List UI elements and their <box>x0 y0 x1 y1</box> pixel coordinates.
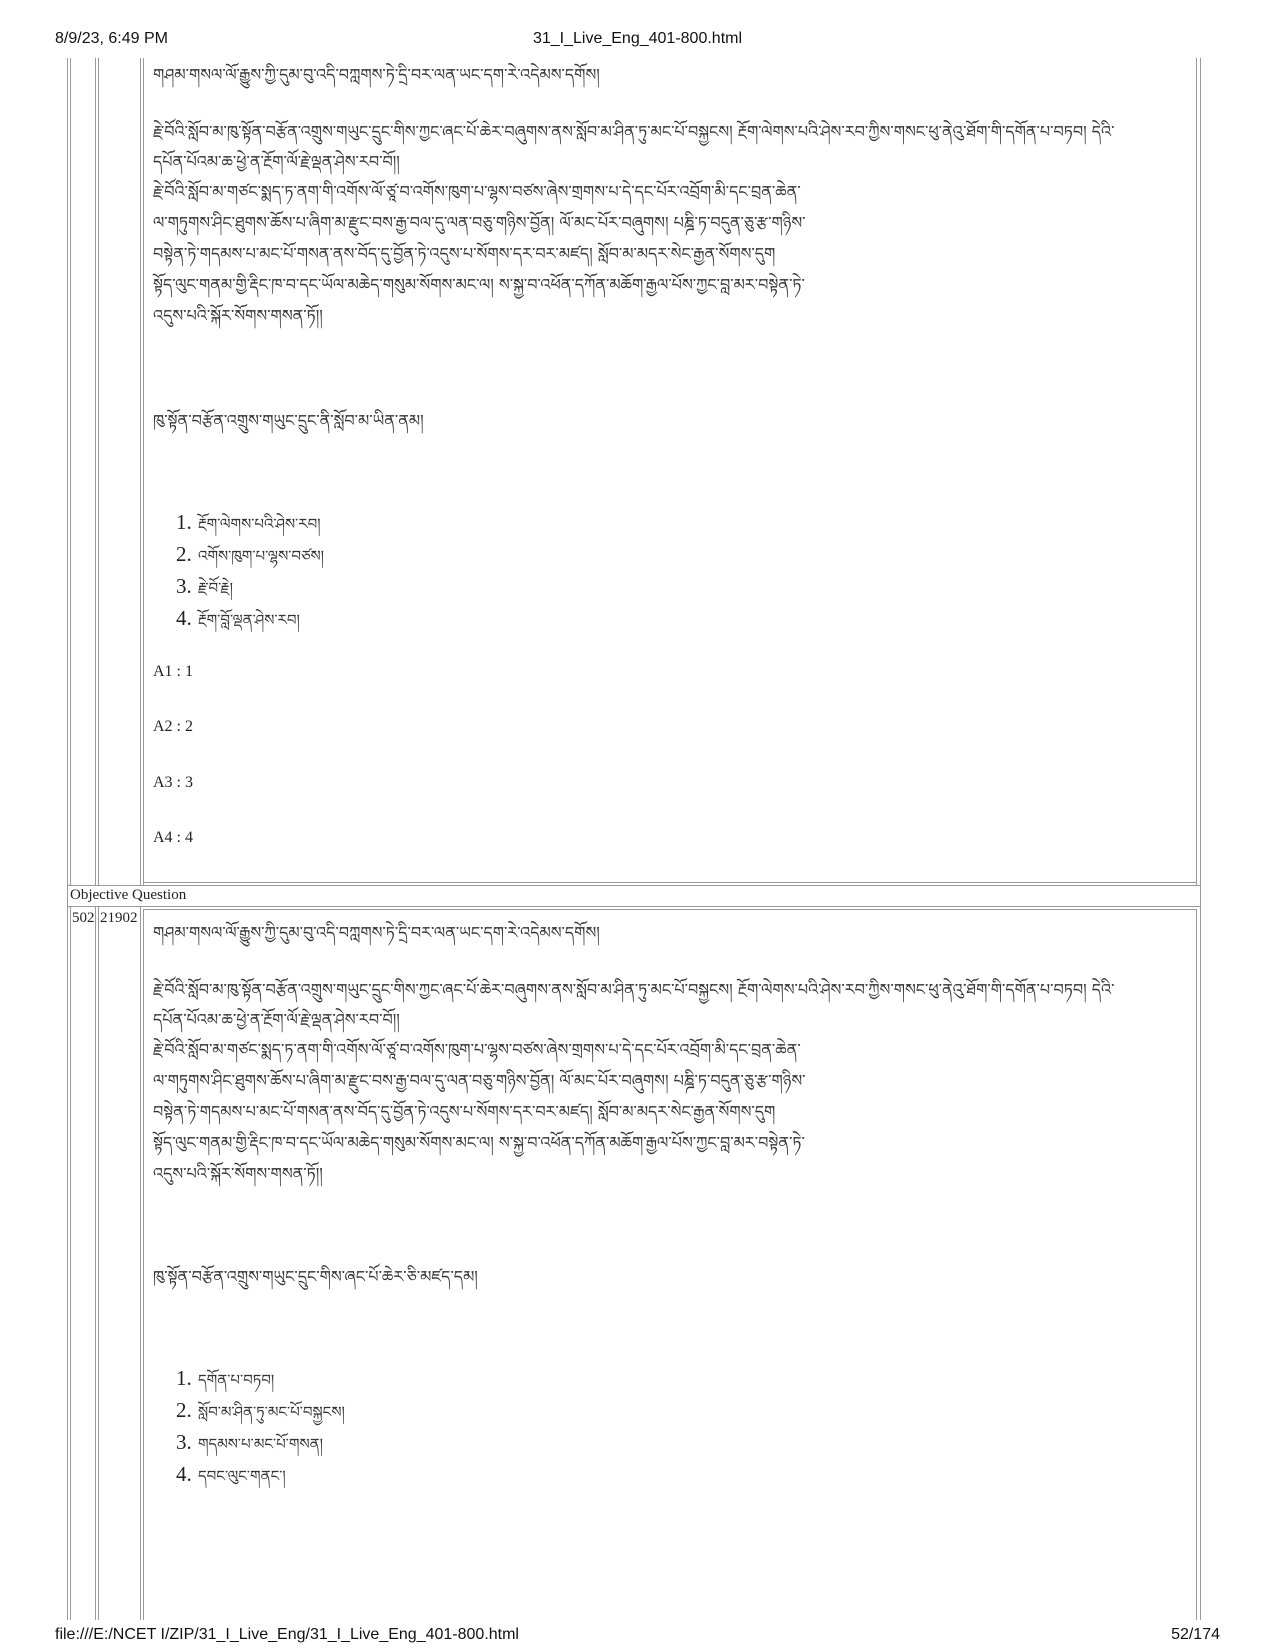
passage-line: འདུས་པའི་སྐོར་སོགས་གསན་ཏོ།། <box>153 1164 323 1183</box>
option-text: དགོན་པ་བཏབ། <box>198 1371 275 1389</box>
passage-line: རྗེ་བོའི་སློབ་མ་གཙང་སྨད་ཏ་ནག་གི་འགོས་ལོ་ཙཱ་བ་འགོས་ཁུག་པ་ལྷས་བཙས་ཞེས་གྲགས་པ་དེ་དང་པོར་འབྲོག་མི་དང་བྲན་ཆེན་ <box>153 182 801 201</box>
print-page-counter: 52/174 <box>1171 1626 1220 1643</box>
option-item <box>176 604 324 636</box>
option-number: 3. <box>176 574 192 598</box>
question-instruction: གཤམ་གསལ་ལོ་རྒྱུས་ཀྱི་དུམ་བུ་འདི་བཀླགས་ཏེ་དྲི་བར་ལན་ཡང་དག་རེ་འདེམས་དགོས། <box>153 923 600 942</box>
table-col-divider-4 <box>143 58 144 885</box>
table-row-top-line <box>143 909 1197 910</box>
passage-line: རྗེ་བོའི་སློབ་མ་ཁུ་སྟོན་བརྩོན་འགྲུས་གཡུང་དྲུང་གིས་ཀྱང་ཞང་པོ་ཆེར་བཞུགས་ནས་སློབ་མ་ཤིན་ཏུ་མང་པོ་བསྐྱངས། རྔོག་ལེགས་པའི་ཤེས་རབ་ཀྱིས་གསང་ཕུ་ནེའུ་ཐོག་གི་དགོན་པ་བཏབ། དེའི་ <box>153 980 1115 999</box>
passage-line: སྟོད་ལུང་གནམ་གྱི་རྡིང་ཁ་བ་དང་ཡོལ་མཆེད་གསུམ་སོགས་མང་ལ། ས་སྐྱ་བ་འཕོན་དཀོན་མཆོག་རྒྱལ་པོས་ཀྱང་བླ་མར་བསྟེན་ཏེ་ <box>153 275 805 294</box>
table-col-divider-2 <box>98 906 99 1620</box>
option-text: རྗེ་བོ་རྗེ། <box>198 579 233 597</box>
answer-key: A2 : 2 <box>153 718 193 735</box>
question-instruction: གཤམ་གསལ་ལོ་རྒྱུས་ཀྱི་དུམ་བུ་འདི་བཀླགས་ཏེ་དྲི་བར་ལན་ཡང་དག་རེ་འདེམས་དགོས། <box>153 65 600 84</box>
print-datetime: 8/9/23, 6:49 PM <box>55 30 168 47</box>
option-text: གདམས་པ་མང་པོ་གསན། <box>198 1435 323 1453</box>
option-item <box>176 508 324 540</box>
passage-line: བསྟེན་ཏེ་གདམས་པ་མང་པོ་གསན་ནས་བོད་དུ་བྱོན་ཏེ་འདུས་པ་སོགས་དར་བར་མཛད། སློབ་མ་མདར་སེང་རྒྱན་སོགས་དུག <box>153 1102 776 1121</box>
table-border-right-outer <box>1200 58 1201 1620</box>
option-item <box>176 1364 345 1396</box>
passage-line: དཔོན་པོའམ་ཆ་ཕྱེ་ན་རྔོག་ལོ་རྗེ་ལྡན་ཤེས་རབ་བོ།། <box>153 1010 400 1029</box>
option-text: འགོས་ཁུག་པ་ལྷས་བཙས། <box>198 547 324 565</box>
row-number: 502 <box>72 910 95 926</box>
print-header <box>55 30 1220 52</box>
section-label: Objective Question <box>70 887 187 903</box>
table-col-divider-3 <box>140 58 141 885</box>
question-text: ཁུ་སྟོན་བརྩོན་འགྲུས་གཡུང་དྲུང་གིས་ཞང་པོ་ཆེར་ཅི་མཛད་དམ། <box>153 1267 478 1286</box>
answer-key: A4 : 4 <box>153 829 193 846</box>
passage-line: སྟོད་ལུང་གནམ་གྱི་རྡིང་ཁ་བ་དང་ཡོལ་མཆེད་གསུམ་སོགས་མང་ལ། ས་སྐྱ་བ་འཕོན་དཀོན་མཆོག་རྒྱལ་པོས་ཀྱང་བླ་མར་བསྟེན་ཏེ་ <box>153 1133 805 1152</box>
question-id: 21902 <box>100 910 138 926</box>
answer-key: A1 : 1 <box>153 663 193 680</box>
option-number: 1. <box>176 1366 192 1390</box>
passage-line: བསྟེན་ཏེ་གདམས་པ་མང་པོ་གསན་ནས་བོད་དུ་བྱོན་ཏེ་འདུས་པ་སོགས་དར་བར་མཛད། སློབ་མ་མདར་སེང་རྒྱན་སོགས་དུག <box>153 244 776 263</box>
option-text: སློབ་མ་ཤིན་ཏུ་མང་པོ་བསྐྱངས། <box>198 1403 345 1421</box>
question-text: ཁུ་སྟོན་བརྩོན་འགྲུས་གཡུང་དྲུང་ནི་སློབ་མ་ཡིན་ནམ། <box>153 411 424 430</box>
print-file-path: file:///E:/NCET I/ZIP/31_I_Live_Eng/31_I_Live_Eng_401-800.html <box>55 1626 519 1643</box>
option-item <box>176 1428 345 1460</box>
passage-line: རྗེ་བོའི་སློབ་མ་ཁུ་སྟོན་བརྩོན་འགྲུས་གཡུང་དྲུང་གིས་ཀྱང་ཞང་པོ་ཆེར་བཞུགས་ནས་སློབ་མ་ཤིན་ཏུ་མང་པོ་བསྐྱངས། རྔོག་ལེགས་པའི་ཤེས་རབ་ཀྱིས་གསང་ཕུ་ནེའུ་ཐོག་གི་དགོན་པ་བཏབ། དེའི་ <box>153 122 1115 141</box>
table-col-divider-1 <box>95 906 96 1620</box>
passage-line: འདུས་པའི་སྐོར་སོགས་གསན་ཏོ།། <box>153 306 323 325</box>
option-number: 4. <box>176 606 192 630</box>
option-number: 2. <box>176 1398 192 1422</box>
table-row-bottom-line-outer <box>67 885 1201 886</box>
option-item <box>176 1396 345 1428</box>
answer-key: A3 : 3 <box>153 774 193 791</box>
table-border-left-outer <box>67 58 68 1620</box>
option-number: 1. <box>176 510 192 534</box>
table-col-divider-4 <box>143 909 144 1620</box>
option-number: 3. <box>176 1430 192 1454</box>
passage-line: རྗེ་བོའི་སློབ་མ་གཙང་སྨད་ཏ་ནག་གི་འགོས་ལོ་ཙཱ་བ་འགོས་ཁུག་པ་ལྷས་བཙས་ཞེས་གྲགས་པ་དེ་དང་པོར་འབྲོག་མི་དང་བྲན་ཆེན་ <box>153 1040 801 1059</box>
option-number: 4. <box>176 1462 192 1486</box>
table-border-right-inner <box>1196 58 1197 885</box>
passage-line: དཔོན་པོའམ་ཆ་ཕྱེ་ན་རྔོག་ལོ་རྗེ་ལྡན་ཤེས་རབ་བོ།། <box>153 152 400 171</box>
option-list <box>176 508 324 636</box>
table-border-left-inner <box>70 906 71 1620</box>
table-row-bottom-line <box>143 882 1197 883</box>
option-text: རྔོག་ལེགས་པའི་ཤེས་རབ། <box>198 515 321 533</box>
table-border-left-inner <box>70 58 71 885</box>
print-footer <box>55 1626 1220 1648</box>
passage-line: ལ་གཏུགས་ཤིང་ཐུགས་ཆོས་པ་ཞིག་མ་རྫུང་བས་རྒྱ་བལ་དུ་ལན་བཅུ་གཉིས་བྱོན། ལོ་མང་པོར་བཞུགས། པཎྜི་ཏ་བདུན་ཅུ་རྩ་གཉིས་ <box>153 1071 806 1090</box>
option-text: དབང་ལུང་གནང་། <box>198 1467 286 1485</box>
table-col-divider-2 <box>98 58 99 885</box>
table-border-right-inner <box>1196 909 1197 1620</box>
option-text: རྔོག་བློ་ལྡན་ཤེས་རབ། <box>198 611 300 629</box>
table-row-top-line-outer <box>67 906 1201 907</box>
passage-line: ལ་གཏུགས་ཤིང་ཐུགས་ཆོས་པ་ཞིག་མ་རྫུང་བས་རྒྱ་བལ་དུ་ལན་བཅུ་གཉིས་བྱོན། ལོ་མང་པོར་བཞུགས། པཎྜི་ཏ་བདུན་ཅུ་རྩ་གཉིས་ <box>153 213 806 232</box>
option-item <box>176 540 324 572</box>
option-list <box>176 1364 345 1492</box>
option-number: 2. <box>176 542 192 566</box>
table-col-divider-1 <box>95 58 96 885</box>
table-col-divider-3 <box>140 906 141 1620</box>
print-title: 31_I_Live_Eng_401-800.html <box>532 30 743 47</box>
